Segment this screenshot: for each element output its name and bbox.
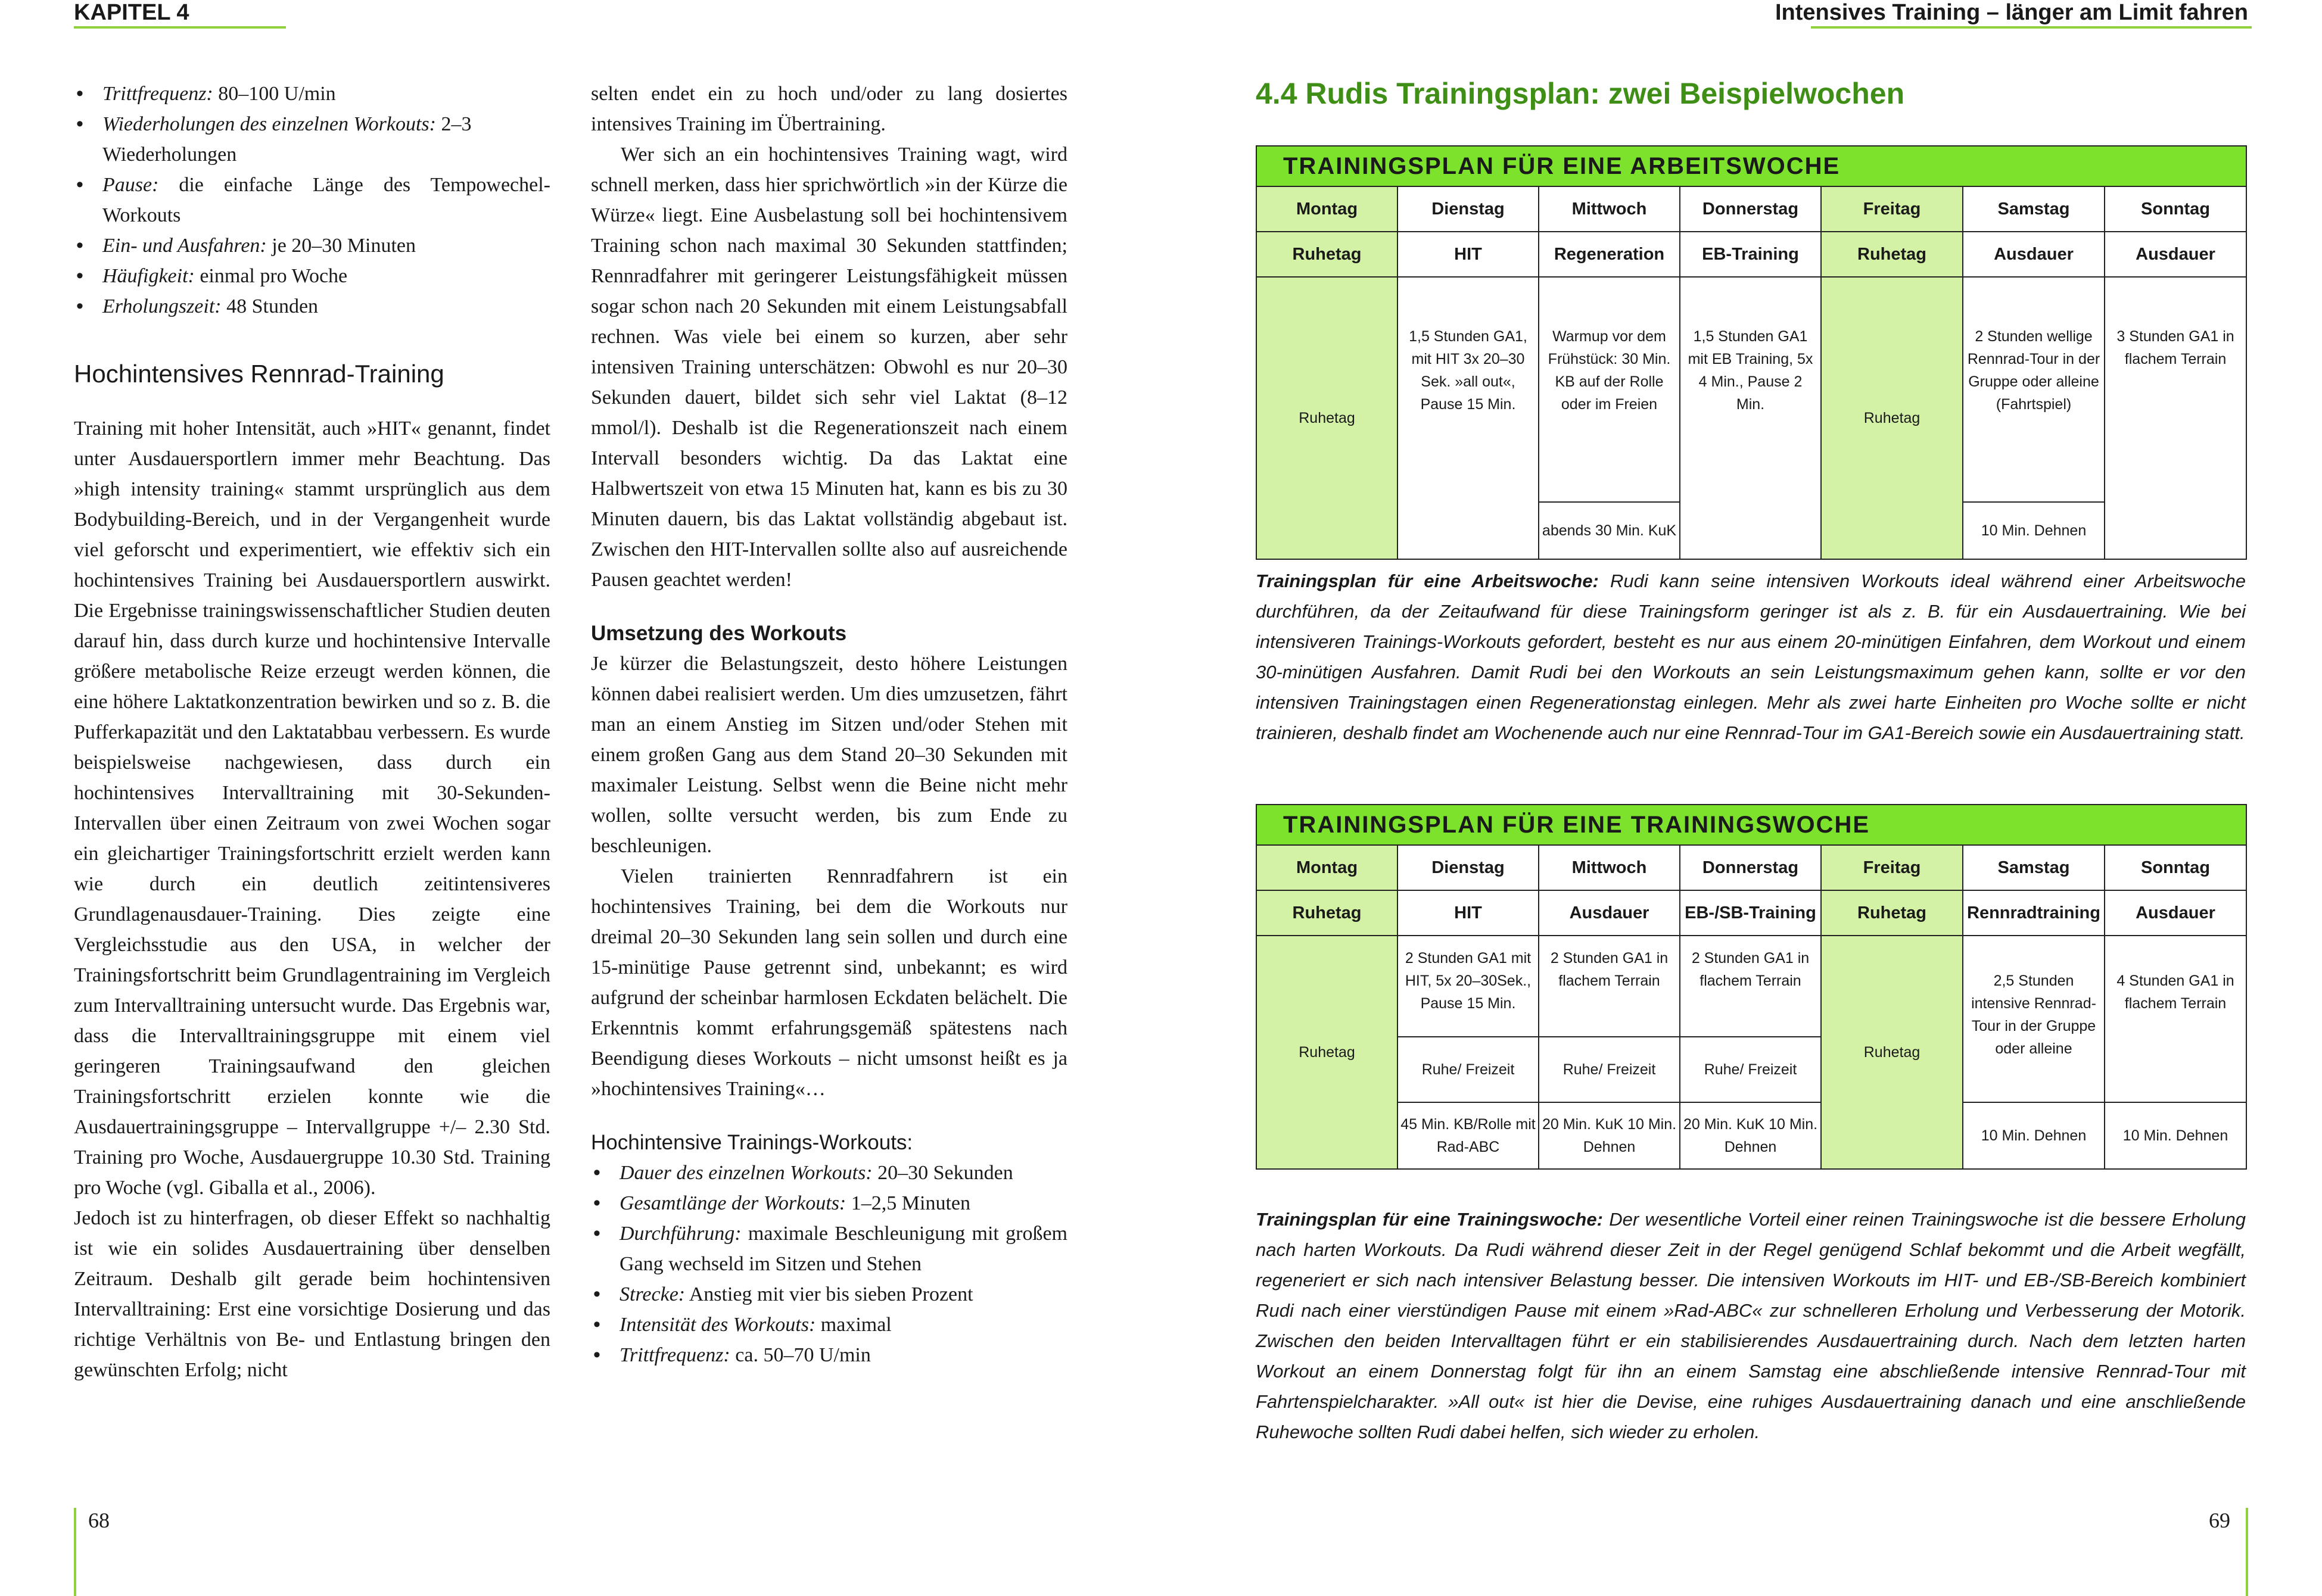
list-item: • Häufigkeit: einmal pro Woche: [102, 261, 550, 291]
list-item: • Gesamtlänge der Workouts: 1–2,5 Minuten: [620, 1188, 1067, 1218]
list-item: • Dauer des einzelnen Workouts: 20–30 Sekunden: [620, 1158, 1067, 1188]
training-type: Ruhetag: [1821, 232, 1963, 277]
table-cell: 2 Stunden GA1 mit HIT, 5x 20–30Sek., Pause 15 Min.: [1397, 936, 1539, 1037]
day-header: Sonntag: [2105, 186, 2246, 232]
list-item: • Trittfrequenz: 80–100 U/min: [102, 79, 550, 109]
table-cell: 2 Stunden GA1 in flachem Terrain: [1539, 936, 1680, 1037]
table-row: [1256, 277, 2246, 502]
table-cell: Ruhetag: [1821, 936, 1963, 1169]
day-header: Samstag: [1963, 845, 2105, 890]
day-header: Donnerstag: [1680, 845, 1821, 890]
training-type: Ruhetag: [1256, 232, 1397, 277]
body-paragraph: Vielen trainierten Rennradfahrern ist ein hochintensives Training, bei dem die Workouts nur dreimal 20–30 Sekunden lang sein sollen und durch eine 15-minütige Pause getrennt sind, unbekannt; es wird aufgrund der scheinbar harmlosen Eckdaten belächelt. Die Erkenntnis kommt erfahrungsgemäß spätestens nach Beendigung dieses Workouts – nicht umsonst heißt es ja »hochintensives Training«…: [591, 865, 1067, 1100]
table-cell: Ruhe/ Freizeit: [1539, 1037, 1680, 1102]
table-title: TRAININGSPLAN FÜR EINE TRAININGSWOCHE: [1256, 805, 2246, 845]
middle-column: [591, 79, 1067, 1370]
section-title: 4.4 Rudis Trainingsplan: zwei Beispielwochen: [1256, 77, 1905, 110]
table-row: [1256, 1102, 2246, 1169]
day-header: Sonntag: [2105, 845, 2246, 890]
training-type: HIT: [1397, 232, 1539, 277]
table-row: [1256, 845, 2246, 890]
table-cell: 1,5 Stunden GA1 mit EB Training, 5x 4 Min., Pause 2 Min.: [1680, 277, 1821, 559]
table-cell: 45 Min. KB/Rolle mit Rad-ABC: [1397, 1102, 1539, 1169]
table-cell: 4 Stunden GA1 in flachem Terrain: [2105, 936, 2246, 1102]
table-training-week: [1256, 804, 2247, 1170]
table-row: [1256, 186, 2246, 232]
training-type: Ruhetag: [1256, 890, 1397, 936]
training-type: HIT: [1397, 890, 1539, 936]
day-header: Montag: [1256, 845, 1397, 890]
table-cell: 1,5 Stunden GA1, mit HIT 3x 20–30 Sek. »all out«, Pause 15 Min.: [1397, 277, 1539, 559]
body-paragraph: Wer sich an ein hochintensives Training wagt, wird schnell merken, dass hier sprichwörtlich »in der Kürze die Würze« liegt. Eine Ausbelastung soll bei hochintensivem Training schon nach maximal 30 Sekunden stattfinden; Rennradfahrer mit geringerer Leistungsfähigkeit müssen sogar schon nach 20 Sekunden mit einem Leistungsabfall rechnen. Was viele bei einem so kurzen, aber sehr intensiven Training unterschätzen: Obwohl es nur 20–30 Sekunden dauert, bildet sich sehr viel Laktat (8–12 mmol/l). Deshalb ist die Regenerationszeit nach einem Intervall besonders wichtig. Da das Laktat eine Halbwertszeit von etwa 15 Minuten hat, kann es bis zu 30 Minuten dauern, bis das Laktat vollständig abgebaut ist. Zwischen den HIT-Intervallen sollte also auf ausreichende Pausen geachtet werden!: [591, 144, 1067, 591]
table-cell: 20 Min. KuK 10 Min. Dehnen: [1680, 1102, 1821, 1169]
body-paragraph: Training mit hoher Intensität, auch »HIT« genannt, findet unter Ausdauersportlern immer mehr Beachtung. Das »high intensity training« stammt ursprünglich aus dem Bodybuilding-Bereich, und in der Vergangenheit wurde viel geforscht und experimentiert, wie effektiv sich ein hochintensives Training bei Ausdauersportlern auswirkt. Die Ergebnisse trainingswissenschaftlicher Studien deuten darauf hin, dass durch kurze und hochintensive Intervalle größere metabolische Reize erzeugt werden können, die eine höhere Laktatkonzentration bewirken und so z. B. die Pufferkapazität und den Laktatabbau verbessern. Es wurde beispielsweise nachgewiesen, dass durch ein hochintensives Intervalltraining mit 30-Sekunden-Intervallen über einen Zeitraum von zwei Wochen sogar ein gleichartiger Trainingsfortschritt erzielt werden kann wie durch ein deutlich zeitintensiveres Grundlagenausdauer-Training. Dies zeigte eine Vergleichsstudie aus den USA, in welcher der Trainingsfortschritt beim Grundlagentraining im Vergleich zum Intervalltraining untersucht wurde. Das Ergebnis war, dass die Intervalltrainingsgruppe mit einem viel geringeren Trainingsaufwand den gleichen Trainingsfortschritt erzielen konnte wie die Ausdauertrainingsgruppe – Intervallgruppe +/– 2.30 Std. Training pro Woche, Ausdauergruppe 10.30 Std. Training pro Woche (vgl. Giballa et al., 2006).: [74, 417, 550, 1199]
table-cell: 20 Min. KuK 10 Min. Dehnen: [1539, 1102, 1680, 1169]
page-number-right: 69: [2209, 1508, 2230, 1532]
day-header: Mittwoch: [1539, 186, 1680, 232]
header-rule-right: [1811, 26, 2252, 29]
table-cell: 10 Min. Dehnen: [1963, 1102, 2105, 1169]
table-cell: Ruhe/ Freizeit: [1397, 1037, 1539, 1102]
section-heading-hit: Hochintensives Rennrad-Training: [74, 360, 444, 388]
bullet-list-hit: [591, 1158, 1067, 1370]
training-type: Ausdauer: [2105, 890, 2246, 936]
training-type: EB-/SB-Training: [1680, 890, 1821, 936]
training-type: EB-Training: [1680, 232, 1821, 277]
page-number-left: 68: [88, 1508, 110, 1532]
subheading-workouts: Hochintensive Trainings-Workouts:: [591, 1131, 913, 1154]
list-item: • Pause: die einfache Länge des Tempowechel-Workouts: [102, 170, 550, 230]
list-item: • Strecke: Anstieg mit vier bis sieben Prozent: [620, 1279, 1067, 1310]
training-type: Rennradtraining: [1963, 890, 2105, 936]
day-header: Dienstag: [1397, 186, 1539, 232]
table-cell: 2 Stunden GA1 in flachem Terrain: [1680, 936, 1821, 1037]
subheading-umsetzung: Umsetzung des Workouts: [591, 622, 847, 645]
table-cell: Ruhetag: [1821, 277, 1963, 559]
list-item: • Erholungszeit: 48 Stunden: [102, 291, 550, 322]
caption-work-week: Trainingsplan für eine Arbeitswoche: Rudi kann seine intensiven Workouts ideal während einer Arbeitswoche durchführen, da der Zeitaufwand für diese Trainingsform geringer ist als z. B. für ein Ausdauertraining. Wie bei intensiveren Trainings-Workouts gefordert, besteht es nur aus einem 20-minütigen Einfahren, dem Workout und einem 30-minütigen Ausfahren. Damit Rudi bei den Workouts an sein Leistungsmaximum gehen kann, sollte er vor den intensiven Trainingstagen einen Regenerationstag einlegen. Mehr als zwei harte Einheiten pro Woche sollte er nicht trainieren, deshalb findet am Wochenende auch nur eine Rennrad-Tour im GA1-Bereich sowie ein Ausdauertraining statt.: [1256, 571, 2246, 743]
table-cell: abends 30 Min. KuK: [1539, 502, 1680, 559]
training-type: Regeneration: [1539, 232, 1680, 277]
day-header: Samstag: [1963, 186, 2105, 232]
day-header: Mittwoch: [1539, 845, 1680, 890]
table-row: [1256, 890, 2246, 936]
training-type: Ausdauer: [2105, 232, 2246, 277]
training-type: Ruhetag: [1821, 890, 1963, 936]
table-cell: Ruhe/ Freizeit: [1680, 1037, 1821, 1102]
header-rule-left: [74, 26, 286, 29]
table-work-week: [1256, 145, 2247, 560]
body-paragraph: Je kürzer die Belastungszeit, desto höhere Leistungen können dabei realisiert werden. Um dies umzusetzen, fährt man an einem Anstieg im Sitzen und/oder Stehen mit einem großen Gang aus dem Stand 20–30 Sekunden mit maximaler Leistung. Selbst wenn die Beine nicht mehr wollen, sollte versucht werden, bis zum Ende zu beschleunigen.: [591, 653, 1067, 857]
table-row: [1256, 232, 2246, 277]
day-header: Freitag: [1821, 186, 1963, 232]
day-header: Dienstag: [1397, 845, 1539, 890]
training-type: Ausdauer: [1963, 232, 2105, 277]
footer-rule-left: [74, 1508, 76, 1596]
table-cell: Ruhetag: [1256, 936, 1397, 1169]
running-title: Intensives Training – länger am Limit fahren: [1775, 0, 2248, 25]
chapter-label: KAPITEL 4: [74, 0, 189, 25]
list-item: • Durchführung: maximale Beschleunigung mit großem Gang wechseld im Sitzen und Stehen: [620, 1218, 1067, 1279]
bullet-list-tempo: [74, 79, 550, 322]
list-item: • Trittfrequenz: ca. 50–70 U/min: [620, 1340, 1067, 1370]
list-item: • Ein- und Ausfahren: je 20–30 Minuten: [102, 230, 550, 261]
caption-training-week: Trainingsplan für eine Trainingswoche: Der wesentliche Vorteil einer reinen Trainingswoche ist die bessere Erholung nach harten Workouts. Da Rudi während dieser Zeit in der Regel genügend Schlaf bekommt und die Arbeit wegfällt, regeneriert er sich nach intensiver Belastung besser. Die intensiven Workouts im HIT- und EB-/SB-Bereich kombiniert Rudi nach einer vierstündigen Pause mit einem »Rad-ABC« zur schnelleren Erholung und Verbesserung der Motorik. Zwischen den beiden Intervalltagen führt er ein stabilisierendes Ausdauertraining durch. Nach dem letzten harten Workout an einem Donnerstag folgt für ihn an einem Samstag eine abschließende intensive Rennrad-Tour mit Fahrtenspielcharakter. »All out« ist hier die Devise, eine ruhiges Ausdauertraining danach und eine anschließende Ruhewoche sollten Rudi dabei helfen, sich wieder zu erholen.: [1256, 1209, 2246, 1442]
table-row: [1256, 936, 2246, 1037]
body-paragraph: selten endet ein zu hoch und/oder zu lang dosiertes intensives Training im Übertraining.: [591, 83, 1067, 135]
table-cell: 10 Min. Dehnen: [1963, 502, 2105, 559]
training-type: Ausdauer: [1539, 890, 1680, 936]
table-cell: 3 Stunden GA1 in flachem Terrain: [2105, 277, 2246, 559]
body-paragraph: Jedoch ist zu hinterfragen, ob dieser Effekt so nachhaltig ist wie ein solides Ausdauertraining über denselben Zeitraum. Deshalb gilt gerade beim hochintensiven Intervalltraining: Erst eine vorsichtige Dosierung und das richtige Verhältnis von Be- und Entlastung bringen den gewünschten Erfolg; nicht: [74, 1207, 550, 1381]
table-title: TRAININGSPLAN FÜR EINE ARBEITSWOCHE: [1256, 146, 2246, 186]
table-cell: 2 Stunden wellige Rennrad-Tour in der Gruppe oder alleine (Fahrtspiel): [1963, 277, 2105, 502]
left-column: [74, 79, 550, 1385]
list-item: • Wiederholungen des einzelnen Workouts: 2–3 Wiederholungen: [102, 109, 550, 170]
list-item: • Intensität des Workouts: maximal: [620, 1310, 1067, 1340]
day-header: Montag: [1256, 186, 1397, 232]
table-cell: Ruhetag: [1256, 277, 1397, 559]
table-cell: Warmup vor dem Frühstück: 30 Min. KB auf der Rolle oder im Freien: [1539, 277, 1680, 502]
footer-rule-right: [2246, 1508, 2248, 1596]
day-header: Donnerstag: [1680, 186, 1821, 232]
day-header: Freitag: [1821, 845, 1963, 890]
table-cell: 10 Min. Dehnen: [2105, 1102, 2246, 1169]
table-cell: 2,5 Stunden intensive Rennrad-Tour in der Gruppe oder alleine: [1963, 936, 2105, 1102]
